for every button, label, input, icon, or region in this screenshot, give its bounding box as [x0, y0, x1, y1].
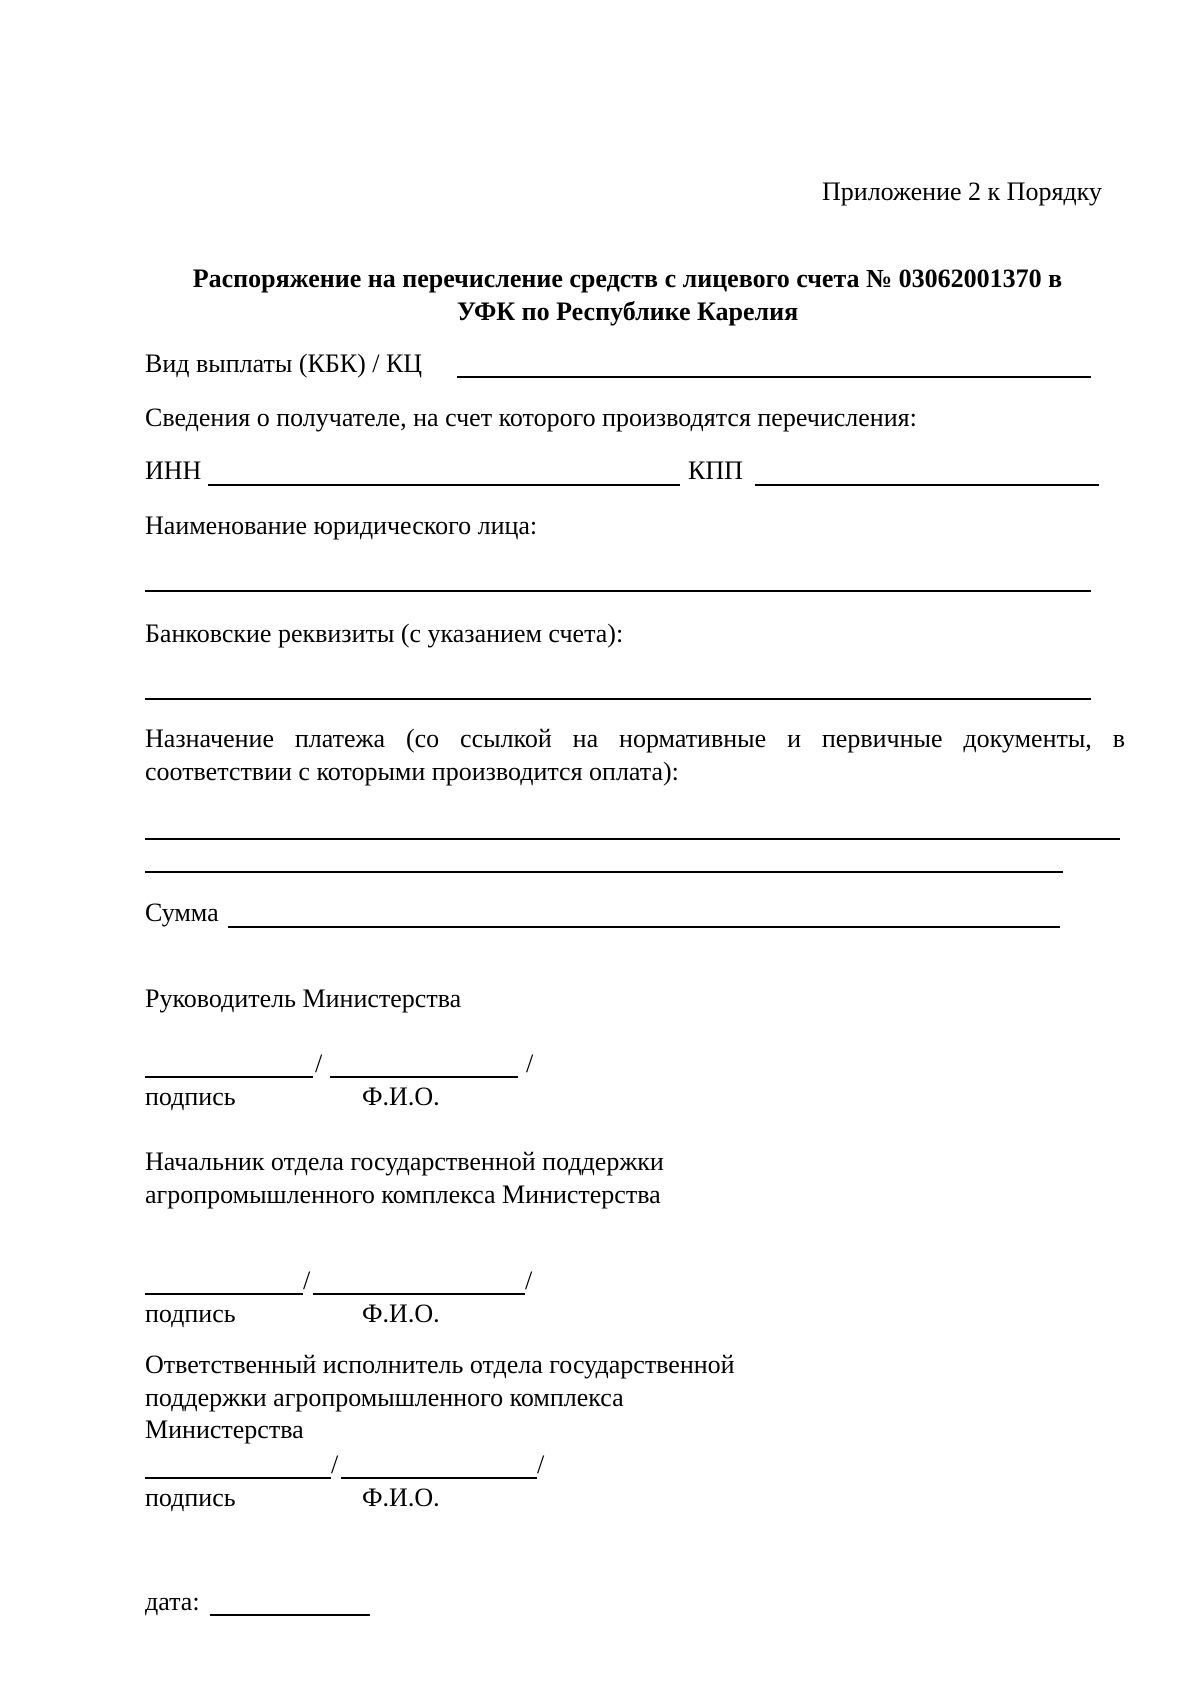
- payment-purpose-label-line-1: Назначение платежа (со ссылкой на нормативные и первичные документы, в: [145, 724, 1125, 753]
- date-label: дата:: [145, 1587, 200, 1616]
- signature-field-3[interactable]: [145, 1477, 331, 1479]
- signatory-role-1: Руководитель Министерства: [145, 984, 462, 1013]
- name-caption-1: Ф.И.О.: [362, 1082, 440, 1111]
- separator-slash: /: [537, 1450, 545, 1479]
- signature-caption-1: подпись: [145, 1082, 236, 1111]
- signatory-role-2-line-1: Начальник отдела государственной поддержки: [145, 1147, 664, 1176]
- name-caption-3: Ф.И.О.: [362, 1483, 440, 1512]
- payment-type-label: Вид выплаты (КБК) / КЦ: [145, 349, 423, 378]
- document-title-line-1: Распоряжение на перечисление средств с лицевого счета № 03062001370 в: [192, 264, 1063, 293]
- kpp-label: КПП: [688, 456, 743, 485]
- name-field-3[interactable]: [341, 1477, 537, 1479]
- name-field-2[interactable]: [313, 1293, 525, 1295]
- recipient-info-label: Сведения о получателе, на счет которого производятся перечисления:: [145, 403, 917, 432]
- payment-purpose-field-1[interactable]: [145, 838, 1120, 840]
- sum-label: Сумма: [145, 898, 219, 927]
- document-title-line-2: УФК по Республике Карелия: [456, 297, 799, 326]
- signatory-role-3-line-2: поддержки агропромышленного комплекса: [145, 1383, 624, 1412]
- payment-purpose-label-line-2: соответствии с которыми производится оплата):: [145, 757, 679, 786]
- inn-field[interactable]: [208, 484, 680, 486]
- sum-field[interactable]: [228, 926, 1060, 928]
- date-field[interactable]: [210, 1614, 370, 1616]
- separator-slash: /: [526, 1049, 534, 1078]
- separator-slash: /: [303, 1266, 311, 1295]
- legal-entity-field[interactable]: [145, 590, 1091, 592]
- signature-caption-2: подпись: [145, 1299, 236, 1328]
- separator-slash: /: [315, 1049, 323, 1078]
- separator-slash: /: [525, 1266, 533, 1295]
- signature-caption-3: подпись: [145, 1483, 236, 1512]
- separator-slash: /: [331, 1450, 339, 1479]
- signature-field-1[interactable]: [145, 1076, 313, 1078]
- payment-type-field[interactable]: [457, 376, 1091, 378]
- bank-details-field[interactable]: [145, 698, 1091, 700]
- signatory-role-3-line-3: Министерства: [145, 1415, 304, 1444]
- appendix-reference: Приложение 2 к Порядку: [822, 177, 1102, 206]
- payment-purpose-field-2[interactable]: [145, 871, 1063, 873]
- signature-field-2[interactable]: [145, 1293, 303, 1295]
- kpp-field[interactable]: [755, 484, 1099, 486]
- bank-details-label: Банковские реквизиты (с указанием счета):: [145, 619, 624, 648]
- signatory-role-2-line-2: агропромышленного комплекса Министерства: [145, 1180, 661, 1209]
- signatory-role-3-line-1: Ответственный исполнитель отдела государственной: [145, 1350, 735, 1379]
- name-field-1[interactable]: [330, 1076, 518, 1078]
- name-caption-2: Ф.И.О.: [362, 1299, 440, 1328]
- inn-label: ИНН: [145, 456, 202, 485]
- legal-entity-label: Наименование юридического лица:: [145, 511, 538, 540]
